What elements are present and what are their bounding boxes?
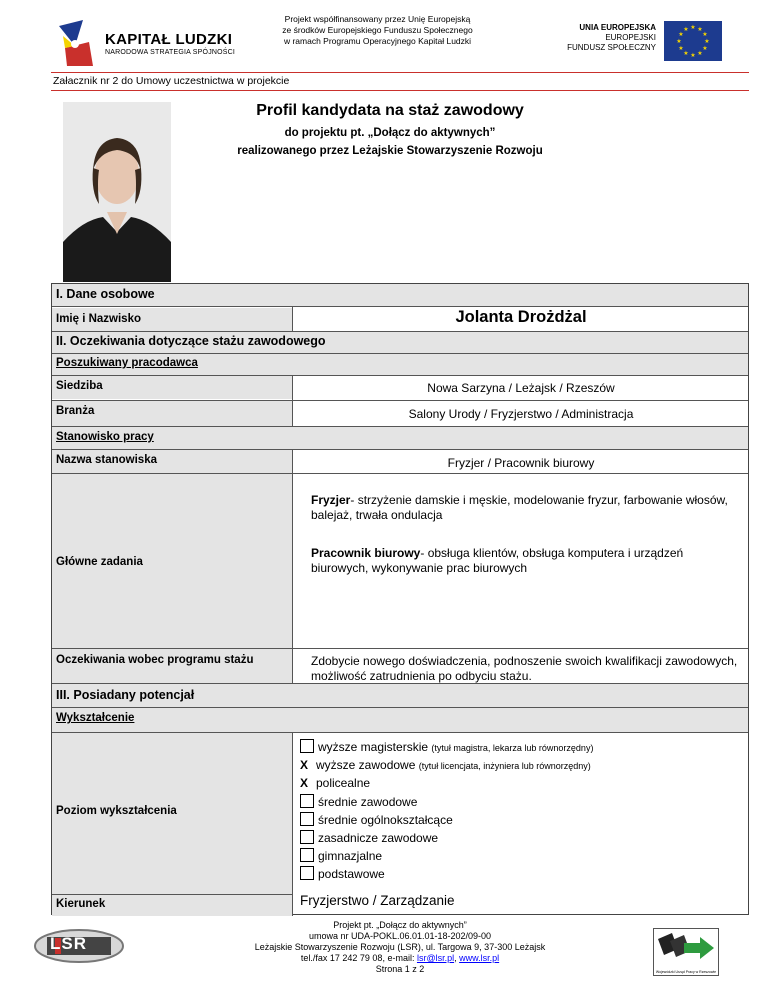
education-level-label: Poziom wykształcenia bbox=[56, 805, 177, 817]
seat-value: Nowa Sarzyna / Leżajsk / Rzeszów bbox=[427, 381, 615, 395]
wup-logo-icon bbox=[654, 929, 718, 965]
education-option-label: policealne bbox=[316, 776, 371, 791]
education-option bbox=[300, 847, 382, 865]
expectations-value: Zdobycie nowego doświadczenia, podnoszenie swoich kwalifikacji zawodowych, możliwość zatrudnienia po odbyciu stażu. bbox=[311, 654, 738, 683]
direction-label: Kierunek bbox=[56, 898, 106, 910]
position-heading: Stanowisko pracy bbox=[56, 431, 154, 443]
education-option-note: (tytuł magistra, lekarza lub równorzędny) bbox=[431, 743, 594, 753]
section-personal-data: I. Dane osobowe bbox=[56, 287, 155, 301]
education-option bbox=[300, 811, 453, 829]
education-option-label: wyższe zawodowe bbox=[316, 758, 416, 773]
section-row-1 bbox=[52, 284, 748, 306]
education-option bbox=[300, 756, 591, 774]
website-link[interactable]: www.lsr.pl bbox=[459, 953, 500, 963]
direction-value: Fryzjerstwo / Zarządzanie bbox=[300, 893, 455, 908]
checkbox-x-mark[interactable]: X bbox=[300, 758, 309, 773]
position-value: Fryzjer / Pracownik biurowy bbox=[447, 456, 595, 470]
svg-text:★: ★ bbox=[702, 31, 708, 38]
industry-label: Branża bbox=[56, 405, 95, 417]
name-value: Jolanta Drożdżal bbox=[455, 308, 587, 326]
industry-value: Salony Urody / Fryzjerstwo / Administracja bbox=[408, 407, 634, 421]
task-hairdresser: Fryzjer- strzyżenie damskie i męskie, modelowanie fryzur, farbowanie włosów, balejaż, trwała ondulacja bbox=[311, 493, 728, 522]
eu-flag-icon bbox=[664, 21, 722, 61]
wup-logo-caption: Wojewódzki Urząd Pracy w Rzeszowie bbox=[655, 970, 717, 974]
education-option bbox=[300, 793, 417, 811]
education-option-label: wyższe magisterskie bbox=[318, 740, 429, 754]
employer-heading: Poszukiwany pracodawca bbox=[56, 357, 198, 369]
checkbox-empty-icon[interactable] bbox=[300, 812, 314, 826]
education-option bbox=[300, 865, 385, 883]
education-option-label: zasadnicze zawodowe bbox=[318, 831, 439, 845]
eu-label: UNIA EUROPEJSKA EUROPEJSKI FUNDUSZ SPOŁECZNY bbox=[567, 23, 656, 52]
education-option-label: średnie ogólnokształcące bbox=[318, 812, 453, 827]
section-potential: III. Posiadany potencjał bbox=[56, 688, 195, 702]
candidate-profile-table bbox=[51, 283, 749, 915]
checkbox-empty-icon[interactable] bbox=[300, 830, 314, 844]
education-option-label: gimnazjalne bbox=[318, 849, 383, 864]
checkbox-empty-icon[interactable] bbox=[300, 866, 314, 880]
header-rule-bottom bbox=[51, 90, 749, 91]
checkbox-empty-icon[interactable] bbox=[300, 848, 314, 862]
organizer-subtitle: realizowanego przez Leżajskie Stowarzyszenie Rozwoju bbox=[237, 145, 543, 157]
education-heading: Wykształcenie bbox=[56, 712, 135, 724]
svg-text:★: ★ bbox=[676, 38, 682, 45]
svg-text:★: ★ bbox=[690, 52, 696, 59]
education-option bbox=[300, 774, 370, 792]
education-heading-row bbox=[52, 707, 748, 732]
wup-logo bbox=[653, 928, 719, 976]
header-rule bbox=[51, 72, 749, 73]
kl-logo-subtitle: NARODOWA STRATEGIA SPÓJNOŚCI bbox=[105, 49, 236, 56]
svg-text:★: ★ bbox=[702, 45, 708, 52]
email-link[interactable]: lsr@lsr.pl bbox=[416, 953, 455, 963]
annex-note: Załacznik nr 2 do Umowy uczestnictwa w projekcie bbox=[53, 75, 290, 87]
cofinancing-note: Projekt współfinansowany przez Unię Europejską ze środków Europejskiego Funduszu Społecznego w ramach Programu Operacyjnego Kapitał Ludzki bbox=[282, 14, 473, 46]
position-heading-row bbox=[52, 426, 748, 449]
page-title: Profil kandydata na staż zawodowy bbox=[256, 102, 524, 119]
section-internship-expectations: II. Oczekiwania dotyczące stażu zawodowego bbox=[56, 334, 326, 348]
education-option-label: podstawowe bbox=[318, 867, 385, 882]
svg-text:★: ★ bbox=[683, 50, 689, 57]
project-subtitle: do projektu pt. „Dołącz do aktywnych” bbox=[284, 127, 496, 139]
education-option bbox=[300, 738, 593, 756]
svg-text:★: ★ bbox=[683, 26, 689, 33]
checkbox-x-mark[interactable]: X bbox=[300, 776, 309, 791]
candidate-photo bbox=[63, 102, 171, 282]
tasks-label: Główne zadania bbox=[56, 556, 143, 568]
svg-text:★: ★ bbox=[678, 45, 684, 52]
svg-text:★: ★ bbox=[690, 24, 696, 31]
education-option-note: (tytuł licencjata, inżyniera lub równorzędny) bbox=[418, 761, 591, 772]
expectations-label: Oczekiwania wobec programu stażu bbox=[56, 654, 254, 666]
education-option-label: średnie zawodowe bbox=[318, 794, 418, 809]
checkbox-empty-icon[interactable] bbox=[300, 794, 314, 808]
svg-text:★: ★ bbox=[704, 38, 710, 45]
kl-logo-title: KAPITAŁ LUDZKI bbox=[105, 31, 233, 48]
name-label: Imię i Nazwisko bbox=[56, 313, 142, 325]
lsr-logo-text: LSR bbox=[50, 934, 87, 953]
task-office-worker: Pracownik biurowy- obsługa klientów, obsługa komputera i urządzeń biurowych, wykonywanie prac biurowych bbox=[311, 546, 684, 575]
svg-text:★: ★ bbox=[697, 26, 703, 33]
seat-label: Siedziba bbox=[56, 380, 103, 392]
checkbox-empty-icon[interactable] bbox=[300, 739, 314, 753]
position-label: Nazwa stanowiska bbox=[56, 454, 157, 466]
education-option bbox=[300, 829, 438, 847]
footer-info: Projekt pt. „Dołącz do aktywnych” umowa nr UDA-POKL.06.01.01-18-202/09-00 Leżajskie Stowarzyszenie Rozwoju (LSR), ul. Targowa 9, 37-300 Leżajsk tel./fax 17 242 79 08, e-mail: lsr@lsr.pl, www.lsr.pl Strona 1 z 2 bbox=[190, 920, 610, 975]
page-number: Strona 1 z 2 bbox=[375, 964, 425, 974]
svg-text:★: ★ bbox=[697, 50, 703, 57]
svg-text:★: ★ bbox=[678, 31, 684, 38]
